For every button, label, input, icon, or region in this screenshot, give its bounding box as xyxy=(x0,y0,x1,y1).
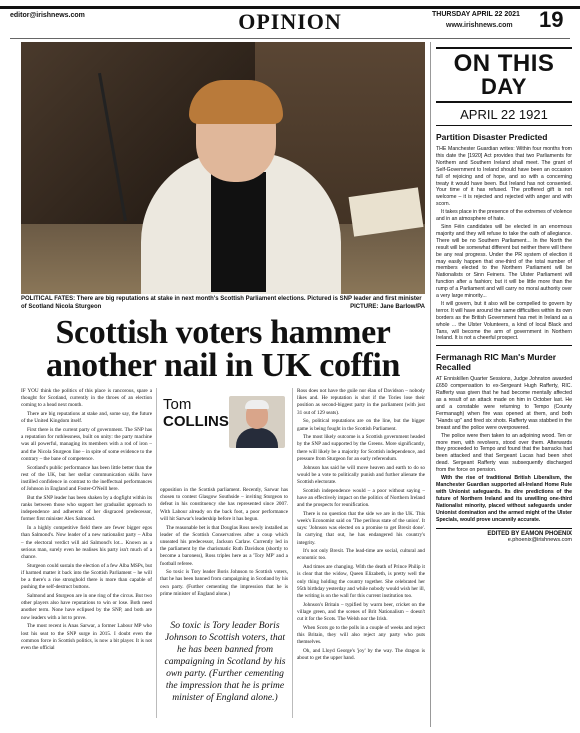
paragraph: Johnson's Britain – typified by warm beer, cricket on the village green, and the scenes of Brit Nationalism – doesn't cut it for the Scots. The Welsh nor the Irish. xyxy=(297,601,425,623)
paragraph: But the SNP leader has been shaken by a dogfight within its ranks between those who support her gradualist approach to independence and adherents of her disgraced predecessor, former first minister Alex Salmond. xyxy=(21,494,152,523)
paragraph: So toxic is Tory leader Boris Johnson to Scottish voters, that he has been banned from campaigning in Scotland by his own party. (Further cementing the impression that he is prime minister of England alone.) xyxy=(160,569,288,597)
panel-rule xyxy=(436,101,572,103)
paragraph: The most recent is Anas Sarwar, a former Labour MP who lost his seat to the SNP surge in 2015. I doubt even the common force in Scottish politics, is now a bit player. It is not even the official xyxy=(21,623,152,651)
panel-rule xyxy=(436,345,572,346)
paragraph: In a highly competitive field there are fewer bigger egos than Salmond's. Now leader of a new nationalist party – Alba – the electoral verdict will aid Salmond's lot... Known as a serious man, surely even he realises his party isn't much of a chance. xyxy=(21,525,152,560)
author-byline xyxy=(163,396,283,466)
editor-email[interactable]: e.phoenix@irishnews.com xyxy=(507,537,572,544)
photo-credit: PICTURE: Jane Barlow/PA xyxy=(350,303,425,310)
panel-rule xyxy=(436,125,572,126)
paragraph: When Scots go to the polls in a couple of weeks and reject this Britain, they will also reject any party who puts themselves. xyxy=(297,624,425,646)
section-title: OPINION xyxy=(238,9,342,34)
sidebar-divider xyxy=(430,42,431,727)
paragraph: opposition in the Scottish parliament. Recently, Sarwar has chosen to contest Glasgow Southside – inviting Sturgeon to defeat in his constituency she has represented since 2007. With Labour already on the back foot, a poor performance will hit Sarwar's leadership before it has begun. xyxy=(160,487,288,522)
headline-line-2: another nail in UK coffin xyxy=(46,347,400,384)
article-headline xyxy=(21,316,425,382)
headline-line-1: Scottish voters hammer xyxy=(55,314,391,351)
paragraph: Oh, and Lloyd George's 'joy' by the way. The dragon is about to get the upper hand. xyxy=(297,647,425,662)
article-column-3 xyxy=(297,388,425,664)
panel-rule xyxy=(436,47,572,49)
article-column-1 xyxy=(21,388,152,654)
paragraph: AT Enniskillen Quarter Sessions, Judge Johnston awarded £650 compensation to ex-Sergeant Hugh Rafferty, RIC. Rafferty was given that he had become mentally affected as a result of an attack made on him in October last. He and a constable were returning to Tempo (County Fermanagh) when fire was opened at them, and both "Hands up" and fired six shots. Rafferty was stabbed in the breast and the police were overpowered. xyxy=(436,376,572,431)
author-first-name: Tom xyxy=(163,396,192,413)
paragraph: Scotland's public performance has been little better than the rest of the UK, but her stellar communication skills have instilled confidence in contrast to the ineffectual performances of Johnson in England and Foster-O'Neill here. xyxy=(21,464,152,493)
photo-microphone xyxy=(98,73,127,221)
story-2-body xyxy=(436,376,572,523)
article-column-2 xyxy=(160,487,288,600)
author-photo-hair xyxy=(245,400,269,409)
header-email[interactable]: editor@irishnews.com xyxy=(10,12,85,19)
column-rule xyxy=(292,388,293,718)
paragraph: It takes place in the presence of the extremes of violence and in an atmosphere of hate. xyxy=(436,209,572,223)
editor-credit xyxy=(436,528,572,543)
on-this-day-panel xyxy=(436,44,572,543)
title-line-1: ON THIS xyxy=(453,50,555,77)
story-2-headline: Fermanagh RIC Man's Murder Recalled xyxy=(436,352,557,373)
author-last-name: COLLINS xyxy=(163,413,229,430)
photo-person-top xyxy=(211,172,266,292)
author-photo-body xyxy=(236,428,278,448)
paragraph: So, political reputations are on the line, but the bigger game is being fought in the Scottish Parliament. xyxy=(297,418,425,432)
paragraph: Sturgeon could sustain the election of a few Alba MSPs, but if harmed matter it back into the Scottish Parliament – he will be a there's a rise stronghold there is more than capable of pushing the self-destruct buttons. xyxy=(21,562,152,591)
header-url[interactable]: www.irishnews.com xyxy=(446,22,513,29)
title-line-2: DAY xyxy=(481,74,527,99)
page-number: 19 xyxy=(539,7,564,32)
pull-quote: So toxic is Tory leader Boris Johnson to Scottish voters, that he has been banned from campaigning in Scotland by his own party. (Further cementing the impression that he is prime minister of England alone.) xyxy=(164,620,286,703)
caption-text: POLITICAL FATES: There are big reputations at stake in next month's Scottish Parliament elections. Pictured is SNP leader and first minister of Scotland Nicola Sturgeon xyxy=(21,296,422,310)
photo-person-hair xyxy=(189,80,283,124)
paragraph: Salmond and Sturgeon are in one ring of the circus. But two other players also have reputations to win or lose. Both need another term. None have eclipsed by the SNP, and both are now leaders with a lot to prove. xyxy=(21,592,152,621)
paragraph: Ross does not have the guile nor élan of Davidson – nobody likes and. He reputation is shot if the Tories lose their position as second-biggest party in the parliament (with just 31 out of 129 seats). xyxy=(297,388,425,416)
paragraph: There are big reputations at stake and, some say, the future of the United Kingdom itself. xyxy=(21,411,152,425)
editor-label: EDITED BY EAMON PHOENIX xyxy=(487,531,572,538)
paragraph: THE Manchester Guardian writes: Within four months from this date the [1920] Act provides that two Parliaments for Northern and Southern Ireland shall meet. The grant of Self-Government to Ireland should have been an occasion full of rejoicing and of hope, and so with a concerning treaty it would have been. But Ireland has not consented. Your time of it has refused. The proffered gift is not welcome – it is rejected and rejected with anger and with scorn. xyxy=(436,146,572,208)
story-1-body xyxy=(436,146,572,342)
on-this-day-title xyxy=(436,52,572,98)
column-rule xyxy=(156,388,157,718)
header-divider xyxy=(10,38,570,39)
author-photo xyxy=(229,396,285,448)
paragraph: The police were then taken to an adjoining wood. Ten or more men, with revolvers, stood over them. Afterwards they proceeded to Tempo and found that the barracks had been attacked and that Sergeant Lucas had been shot dead. Sergeant Rafferty was subsequently discharged from the force on pension. xyxy=(436,432,572,474)
paragraph: Johnson has said he will move heaven and earth to do so would be a vote to politically punish and further alienate the Scottish electorate. xyxy=(297,464,425,485)
paragraph: It's not only Brexit. The lead-time are social, cultural and economic too. xyxy=(297,548,425,562)
paragraph: There is no question that the side we are in the UK. This week's Economist said on 'The perilous state of the union'. It says: 'Johnson was elected on a promise to get Brexit done'. In carrying that out, he has endangered his country's integrity. xyxy=(297,510,425,546)
paragraph: First there is the current party of government. The SNP has a reputation for ruthlessness, built on unity: the party machine was all powerful, managing its members with a rod of iron – and the Nicola Sturgeon line – in spite of some evidence to the contrary – the bane of competence. xyxy=(21,427,152,462)
paragraph: The most likely outcome is a Scottish government headed by the SNP and supported by the Greens. More significantly, there will likely be a majority for Scottish independence, and pressure from Sturgeon for an early referendum. xyxy=(297,434,425,462)
story-1-headline: Partition Disaster Predicted xyxy=(436,132,548,142)
paragraph: It will govern, but it also will be compelled to govern by terror. It will have around the same difficulties within its own borders as the British Government has met in Ireland as a whole ... the Ulster Volunteers, a kind of local Black and Tans, will become the arm of government in Northern Ireland. It is not a cheerful prospect. xyxy=(436,300,572,342)
on-this-day-date: APRIL 22 1921 xyxy=(460,107,548,122)
story-note xyxy=(436,475,572,523)
lead-photo xyxy=(21,42,425,294)
paragraph: Scottish independence would – a poor without saying – have an effectively impact on the politics of Northern Ireland and the prospects for reunification. xyxy=(297,487,425,509)
photo-caption xyxy=(21,296,425,311)
paragraph: And times are changing. With the death of Prince Philip it is clear that the widow, Queen Elizabeth, is pretty well the only thing holding the country together. She celebrated her 95th birthday yesterday and while nobody would wish her ill, the writing is on the wall for this current institution too. xyxy=(297,564,425,599)
story-note-text: With the rise of traditional British Liberalism, the Manchester Guardian supported all-Ireland Home Rule with Unionist safeguards. Its dire predictions of the future of Northern Ireland and its unwilling one-third Nationalist minority, placed without safeguards under Unionist domination and the armed might of the Ulster Specials, would prove uncannily accurate. xyxy=(436,475,572,523)
paragraph: IF YOU think the politics of this place is rancorous, spare a thought for Scotland, currently in the throes of an election coming to a head next month. xyxy=(21,388,152,409)
paragraph: Sinn Féin candidates will be elected in an enormous majority and they will refuse to take the oath of allegiance. There will be no Southern Parliament... In the North the result will be somewhat different but neither there will there be any real progress. Under the PR system of election it may easily happen that one-third of the total number of members elected to the Northern Parliament will be Nationalists or Sinn Feiners. The Ulster Parliament will function after a fashion; but it will be little more than the rump of a Parliament and will carry no moral authority over a very large minority... xyxy=(436,223,572,300)
paragraph: The reasonable bet is that Douglas Ross newly installed as leader of the Scottish Conservatives after a coup which unseated his predecessor, Jackson Carlaw. Currently led in the parliament by the charismatic Ruth Davidson (shortly to become a baroness), Ross triples here as a 'Tory MP' and a football referee. xyxy=(160,524,288,567)
header-date: THURSDAY APRIL 22 2021 xyxy=(432,11,520,18)
